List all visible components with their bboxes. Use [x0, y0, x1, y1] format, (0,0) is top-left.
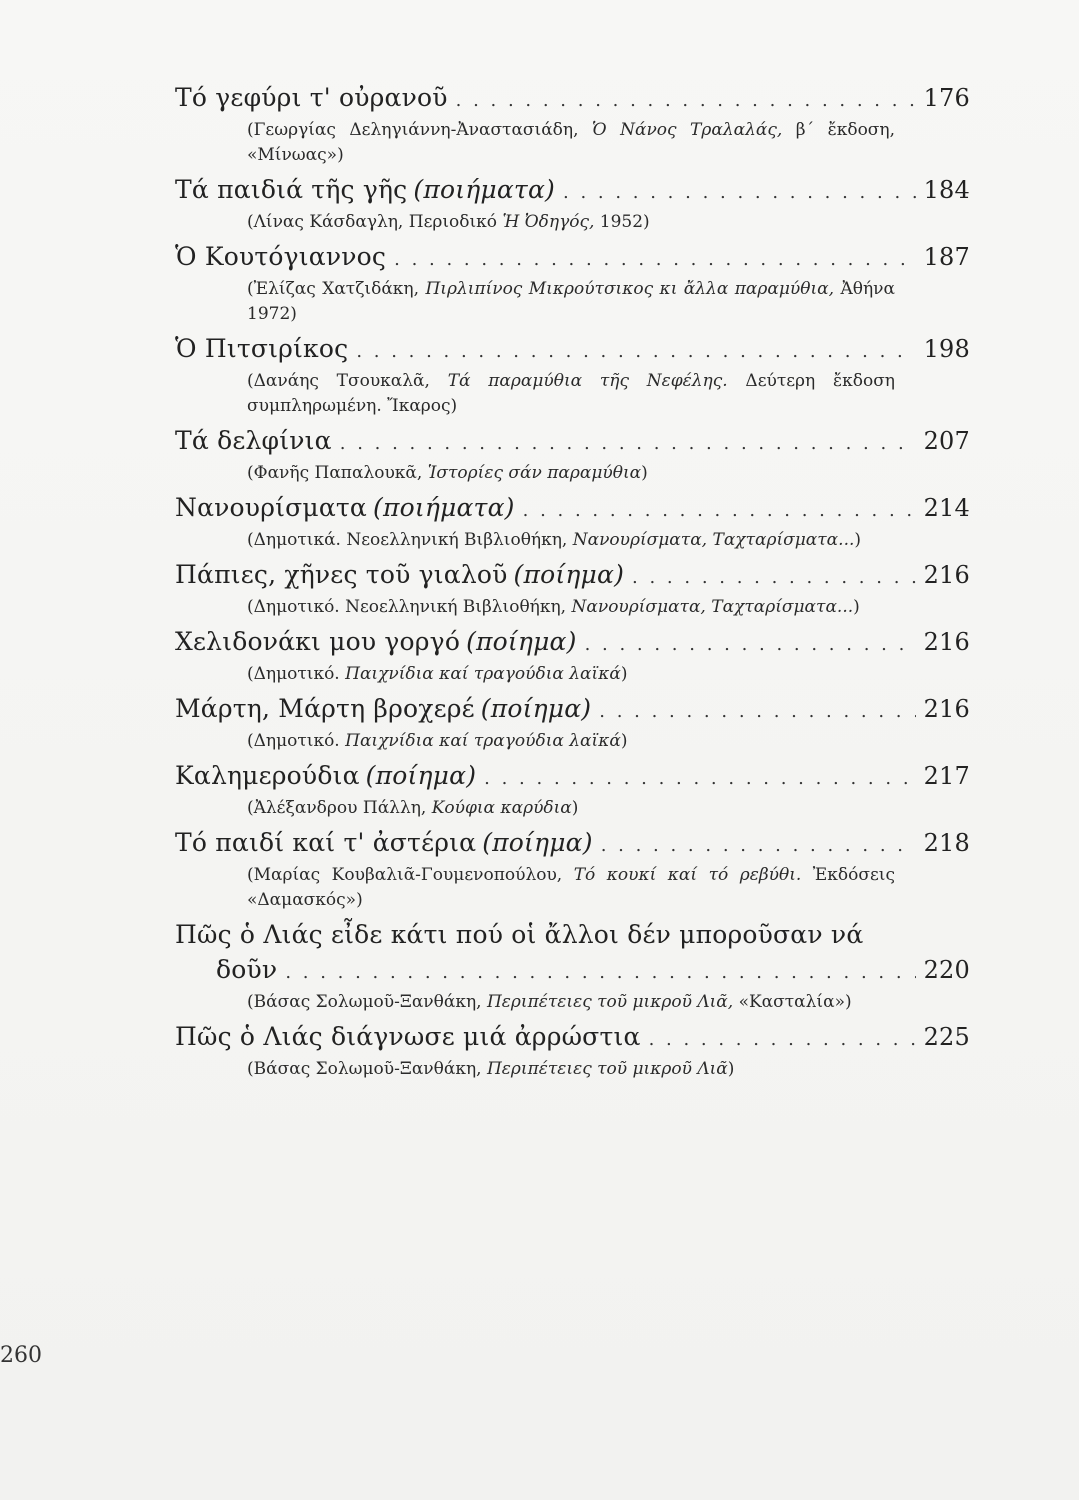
toc-entry: [175, 331, 970, 419]
source-text: Ἀθήνα 1972): [247, 279, 895, 324]
entry-kind: (ποίημα): [365, 761, 477, 790]
entry-kind: (ποίημα): [482, 828, 593, 857]
toc-entry: [175, 80, 970, 168]
source-text: Δεύτερη ἔκδοση συμπληρωμένη. Ἴκαρος): [247, 371, 895, 416]
toc-entry: [175, 758, 970, 821]
dot-leader: [563, 175, 916, 210]
entry-title-text: Νανουρίσματα: [175, 493, 368, 522]
dot-leader: [523, 493, 916, 528]
toc-line: [175, 239, 970, 277]
entry-source: [175, 528, 970, 553]
toc-line: [175, 331, 970, 369]
entry-title-text: Τά παιδιά τῆς γῆς: [175, 175, 408, 204]
toc-line: [175, 557, 970, 595]
entry-source: [175, 118, 970, 168]
entry-source: [175, 595, 970, 620]
toc-entry: [175, 1019, 970, 1082]
dot-leader: [599, 694, 915, 729]
source-text: Ἐκδόσεις «Δαμασκός»): [247, 865, 895, 910]
source-text: (Γεωργίας Δεληγιάννη-Ἀναστασιάδη,: [247, 120, 592, 140]
dot-leader: [632, 560, 916, 595]
entry-page: 225: [923, 1023, 970, 1051]
source-text: «Κασταλία»): [733, 992, 852, 1012]
toc-entry: [175, 624, 970, 687]
dot-leader: [585, 627, 916, 662]
entry-source: [175, 662, 970, 687]
entry-page: 216: [923, 695, 970, 723]
toc-line: [175, 80, 970, 118]
toc-entry: [175, 917, 970, 1015]
entry-page: 218: [923, 829, 970, 857]
source-work: Τά παραμύθια τῆς Νεφέλης.: [447, 371, 728, 391]
source-text: (Δημοτικό.: [247, 731, 346, 751]
entry-page: 187: [923, 243, 970, 271]
toc-entry: [175, 490, 970, 553]
entry-source: [175, 990, 970, 1015]
toc-line: [175, 624, 970, 662]
source-text: (Δημοτικό. Νεοελληνική Βιβλιοθήκη,: [247, 597, 572, 617]
source-text: ): [641, 463, 648, 483]
source-text: ): [854, 530, 862, 550]
entry-source: [175, 796, 970, 821]
entry-source: [175, 863, 970, 913]
entry-page: 214: [923, 494, 970, 522]
entry-page: 207: [923, 427, 970, 455]
dot-leader: [456, 83, 916, 118]
source-text: (Βάσας Σολωμοῦ-Ξανθάκη,: [247, 992, 487, 1012]
entry-title: [175, 691, 591, 726]
source-text: ): [853, 597, 860, 617]
source-text: (Ἀλέξανδρου Πάλλη,: [247, 798, 432, 818]
entry-title: Πῶς ὁ Λιάς διάγνωσε μιά ἀρρώστια: [175, 1022, 641, 1051]
table-of-contents: [175, 80, 970, 1086]
entry-title-text: Καλημερούδια: [175, 761, 360, 790]
dot-leader: [356, 334, 915, 369]
toc-entry: [175, 172, 970, 235]
dot-leader: [285, 955, 915, 990]
entry-kind: (ποίημα): [513, 560, 625, 589]
source-work: Τό κουκί καί τό ρεβύθι.: [573, 865, 802, 885]
entry-title: [175, 758, 476, 793]
source-work: Περιπέτειες τοῦ μικροῦ Λιᾶ: [486, 1059, 728, 1079]
source-work: Παιχνίδια καί τραγούδια λαϊκά: [345, 664, 621, 684]
source-work: Πιρλιπίνος Μικρούτσικος κι ἄλλα παραμύθια,: [425, 279, 835, 299]
source-text: ): [620, 731, 628, 751]
entry-title-text: Χελιδονάκι μου γοργό: [175, 627, 461, 656]
entry-page: 216: [923, 628, 970, 656]
entry-page: 217: [923, 762, 970, 790]
entry-title: [175, 557, 624, 592]
entry-source: [175, 729, 970, 754]
entry-source: [175, 1057, 970, 1082]
entry-source: [175, 210, 970, 235]
dot-leader: [394, 242, 915, 277]
toc-line: [175, 172, 970, 210]
source-work: Νανουρίσματα, Ταχταρίσματα...: [572, 530, 855, 550]
entry-page: 184: [923, 176, 970, 204]
toc-entry: [175, 423, 970, 486]
source-work: Περιπέτειες τοῦ μικροῦ Λιᾶ,: [486, 992, 734, 1012]
entry-title: Ὁ Κουτόγιαννος: [175, 242, 387, 271]
toc-line: [175, 952, 970, 990]
page-number: 260: [0, 1343, 42, 1368]
entry-source: [175, 461, 970, 486]
source-text: (Δανάης Τσουκαλᾶ,: [247, 371, 448, 391]
source-text: (Λίνας Κάσδαγλη, Περιοδικό: [247, 212, 503, 232]
source-text: (Φανῆς Παπαλουκᾶ,: [247, 463, 428, 483]
toc-line: [175, 758, 970, 796]
entry-page: 220: [923, 956, 970, 984]
toc-line: [175, 825, 970, 863]
toc-entry: [175, 825, 970, 913]
entry-page: 176: [923, 84, 970, 112]
entry-title: [175, 172, 555, 207]
source-text: (Δημοτικό.: [247, 664, 346, 684]
source-text: ): [620, 664, 628, 684]
toc-entry: [175, 557, 970, 620]
toc-line: [175, 490, 970, 528]
entry-source: [175, 277, 970, 327]
entry-title-text: Πάπιες, χῆνες τοῦ γιαλοῦ: [175, 560, 508, 589]
source-work: Κούφια καρύδια: [431, 798, 572, 818]
source-text: (Μαρίας Κουβαλιᾶ-Γουμενοπούλου,: [247, 865, 574, 885]
entry-title: Ὁ Πιτσιρίκος: [175, 334, 349, 363]
entry-title: [175, 490, 515, 525]
entry-page: 216: [923, 561, 970, 589]
toc-line: [175, 691, 970, 729]
source-text: (Βάσας Σολωμοῦ-Ξανθάκη,: [247, 1059, 487, 1079]
entry-kind: (ποίημα): [466, 627, 577, 656]
toc-entry: [175, 239, 970, 327]
entry-title: Τά δελφίνια: [175, 426, 332, 455]
entry-page: 198: [923, 335, 970, 363]
dot-leader: [340, 426, 916, 461]
source-text: β΄ ἔκδοση, «Μίνωας»): [247, 120, 895, 165]
entry-kind: (ποιήματα): [373, 493, 515, 522]
entry-title: [175, 624, 577, 659]
entry-title: δοῦν: [216, 955, 278, 984]
entry-kind: (ποιήματα): [413, 175, 556, 204]
entry-title-text: Μάρτη, Μάρτη βροχερέ: [175, 694, 475, 723]
source-text: (Ἐλίζας Χατζιδάκη,: [247, 279, 426, 299]
entry-kind: (ποίημα): [480, 694, 592, 723]
source-text: (Δημοτικά. Νεοελληνική Βιβλιοθήκη,: [247, 530, 573, 550]
dot-leader: [601, 828, 916, 863]
source-text: ): [727, 1059, 735, 1079]
dot-leader: [649, 1022, 916, 1057]
source-text: 1952): [594, 212, 650, 232]
source-text: ): [571, 798, 579, 818]
source-work: Ὁ Νάνος Τραλαλάς,: [592, 120, 783, 140]
dot-leader: [484, 761, 915, 796]
entry-title-text: Τό παιδί καί τ' ἀστέρια: [175, 828, 477, 857]
entry-source: [175, 369, 970, 419]
toc-line-wrapped: Πῶς ὁ Λιάς εἶδε κάτι πού οἱ ἄλλοι δέν μποροῦσαν νά: [175, 920, 864, 949]
entry-title: [175, 825, 593, 860]
entry-title: Τό γεφύρι τ' οὐρανοῦ: [175, 83, 448, 112]
toc-entry: [175, 691, 970, 754]
source-work: Ἡ Ὀδηγός,: [502, 212, 595, 232]
source-work: Παιχνίδια καί τραγούδια λαϊκά: [345, 731, 621, 751]
source-work: Νανουρίσματα, Ταχταρίσματα...: [571, 597, 854, 617]
source-work: Ἱστορίες σάν παραμύθια: [427, 463, 642, 483]
toc-line: [175, 1019, 970, 1057]
toc-line: [175, 423, 970, 461]
